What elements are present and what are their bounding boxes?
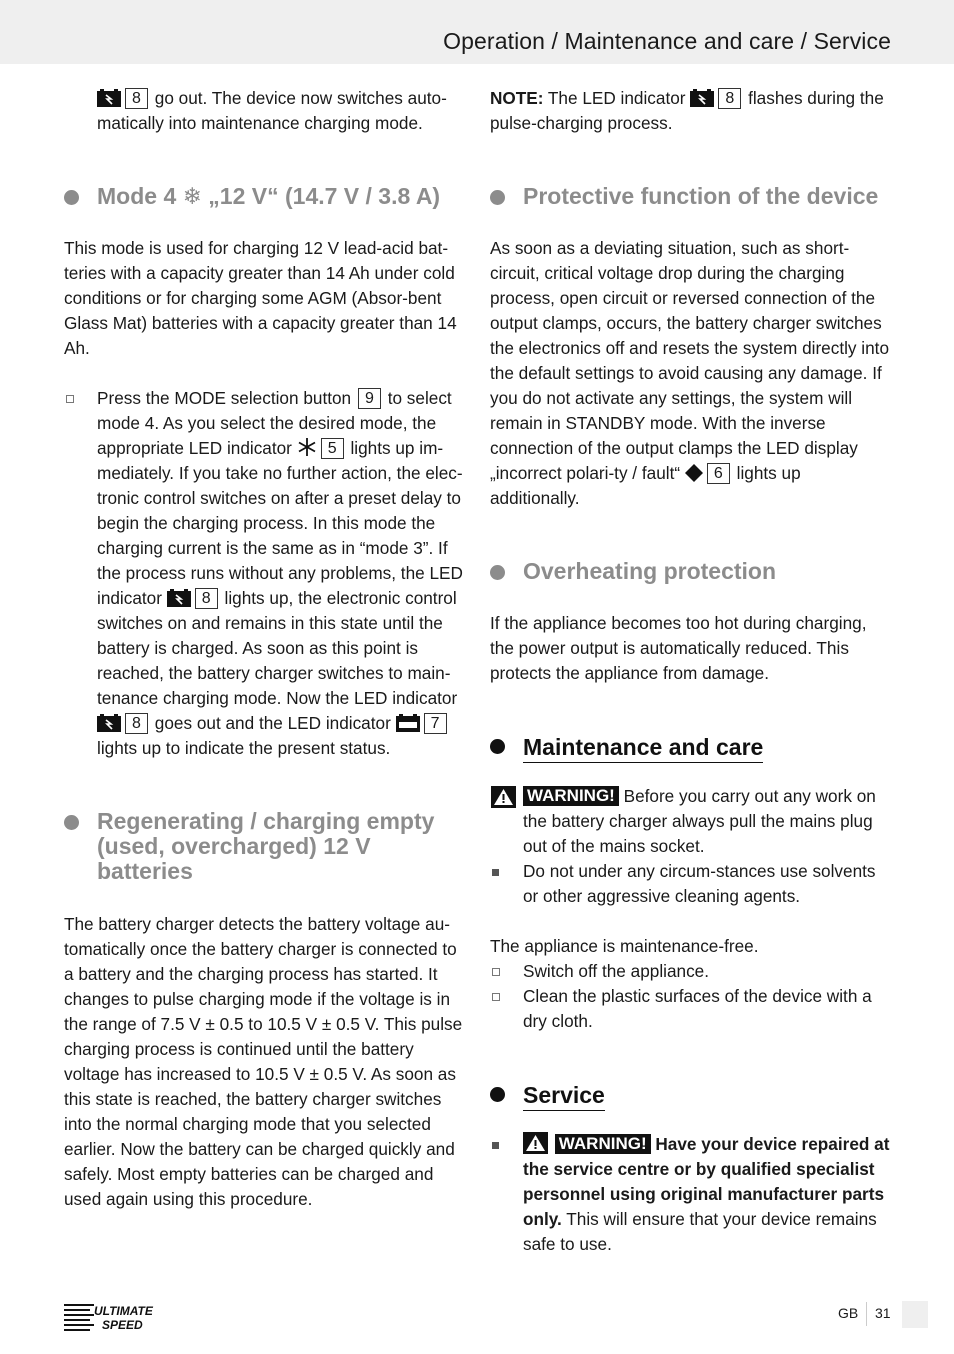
mode4-paragraph: This mode is used for charging 12 V lead-acid bat-teries with a capacity greater than 14 Ah under cold conditions or for charging some AGM (Absor-bent Glass Mat) batteries with a capacity greater than 14 Ah. (64, 238, 457, 358)
ref-number: 5 (321, 438, 344, 459)
maintenance-warning: WARNING! Before you carry out any work on the battery charger always pull the mains plug out of the mains socket. (490, 784, 892, 859)
fault-diamond-icon (685, 464, 703, 482)
battery-maintenance-icon (167, 589, 191, 607)
intro-text: go out. The device now switches auto-matically into maintenance charging mode. (97, 88, 447, 133)
warning-label: WARNING! (555, 1134, 651, 1154)
intro-continuation (64, 86, 464, 136)
page-number: 31 (875, 1305, 891, 1321)
step-checkbox (492, 968, 500, 976)
ref-number: 7 (424, 713, 447, 734)
page-title: Operation / Maintenance and care / Service (443, 28, 891, 54)
ref-number: 9 (358, 388, 381, 409)
ref-number: 8 (718, 88, 741, 109)
protective-paragraph: As soon as a deviating situation, such as short-circuit, critical voltage drop during the charging process, open circuit or reversed connection of the output clamps, occurs, the battery charger switches the electronics off and resets the system directly into the default settings to avoid causing any damage. If you do not activate any settings, the system will remain in STANDBY mode. With the inverse connection of the output clamps the LED display „incorrect polari-ty / fault“ 6 lights up additionally. (490, 238, 890, 508)
bullet-dot (490, 739, 505, 754)
service-warning: WARNING! Have your device repaired at the service centre or by qualified specialist personnel using original manufacturer parts only. This will ensure that your device remains safe to use. (490, 1132, 892, 1257)
bullet-dot (490, 190, 505, 205)
battery-maintenance-icon (97, 714, 121, 732)
footer-language: GB (838, 1305, 859, 1321)
regen-paragraph: The battery charger detects the battery voltage au-tomatically once the battery charger is connected to a battery and the charging process has started. It changes to pulse charging mode if the voltage is in the range of 7.5 V ± 0.5 to 10.5 V ± 0.5 V. This pulse charging process is continued until the battery voltage has increased to 10.5 V ± 0.5 V. As soon as this state is reached, the battery charger switches into the normal charging mode that you selected earlier. Now the battery can be charged quickly and safely. Most empty batteries can be charged and used again using this procedure. (64, 914, 463, 1209)
bullet-dot (64, 190, 79, 205)
bullet-square (492, 869, 499, 876)
bullet-square (492, 1142, 499, 1149)
battery-maintenance-icon (690, 89, 714, 107)
svg-text:SPEED: SPEED (102, 1318, 143, 1332)
mode4-heading: Mode 4 ❄ „12 V“ (14.7 V / 3.8 A) (64, 184, 464, 209)
ref-number: 8 (125, 88, 148, 109)
mode4-step: Press the MODE selection button 9 to select mode 4. As you select the desired mode, the appropriate LED indicator 5 lights up im-mediately. If you take no further action, the elec-tronic control switches on after a preset delay to begin the charging process. In this mode the charging current is the same as in “mode 3”. If the process runs without any problems, the LED indicator 8 lights up, the electronic control switches on and remains in this state until the battery is charged. As soon as this point is reached, the battery charger switches to main-tenance charging mode. Now the LED indicator 8 goes out and the LED indicator 7 lights up to indicate the present status. (64, 386, 464, 761)
ultimate-speed-logo (64, 1302, 162, 1332)
overheat-paragraph: If the appliance becomes too hot during charging, the power output is automatically reduced. This protects the appliance from damage. (490, 613, 867, 683)
battery-full-icon (396, 714, 420, 732)
bullet-dot (490, 1087, 505, 1102)
maintenance-heading: Maintenance and care (490, 732, 892, 762)
ref-number: 8 (125, 713, 148, 734)
ref-number: 8 (195, 588, 218, 609)
step-checkbox (492, 993, 500, 1001)
maintenance-step-2: Clean the plastic surfaces of the device with a dry cloth. (490, 984, 892, 1034)
footer-tab (902, 1301, 928, 1328)
protective-heading: Protective function of the device (490, 184, 892, 209)
warning-triangle-icon (491, 786, 516, 808)
svg-text:ULTIMATE: ULTIMATE (94, 1304, 153, 1318)
maintenance-bullet: Do not under any circum-stances use solvents or other aggressive cleaning agents. (490, 859, 892, 909)
bullet-dot (64, 815, 79, 830)
ref-number: 6 (707, 463, 730, 484)
note-paragraph: NOTE: The LED indicator 8 flashes during the pulse-charging process. (490, 88, 884, 133)
maintenance-step-1: Switch off the appliance. (490, 959, 892, 984)
service-heading: Service (490, 1080, 892, 1110)
warning-label: WARNING! (523, 786, 619, 806)
overheat-heading: Overheating protection (490, 559, 892, 584)
left-column (64, 86, 464, 1212)
bullet-dot (490, 565, 505, 580)
snowflake-icon (297, 437, 317, 457)
step-checkbox (66, 395, 74, 403)
warning-triangle-icon (523, 1132, 548, 1154)
regen-heading: Regenerating / charging empty (used, overcharged) 12 V batteries (64, 809, 464, 884)
footer-divider (866, 1302, 867, 1326)
brand-logo (64, 1302, 162, 1337)
maintenance-free-text: The appliance is maintenance-free. (490, 936, 759, 956)
right-column (490, 86, 892, 1257)
battery-maintenance-icon (97, 89, 121, 107)
